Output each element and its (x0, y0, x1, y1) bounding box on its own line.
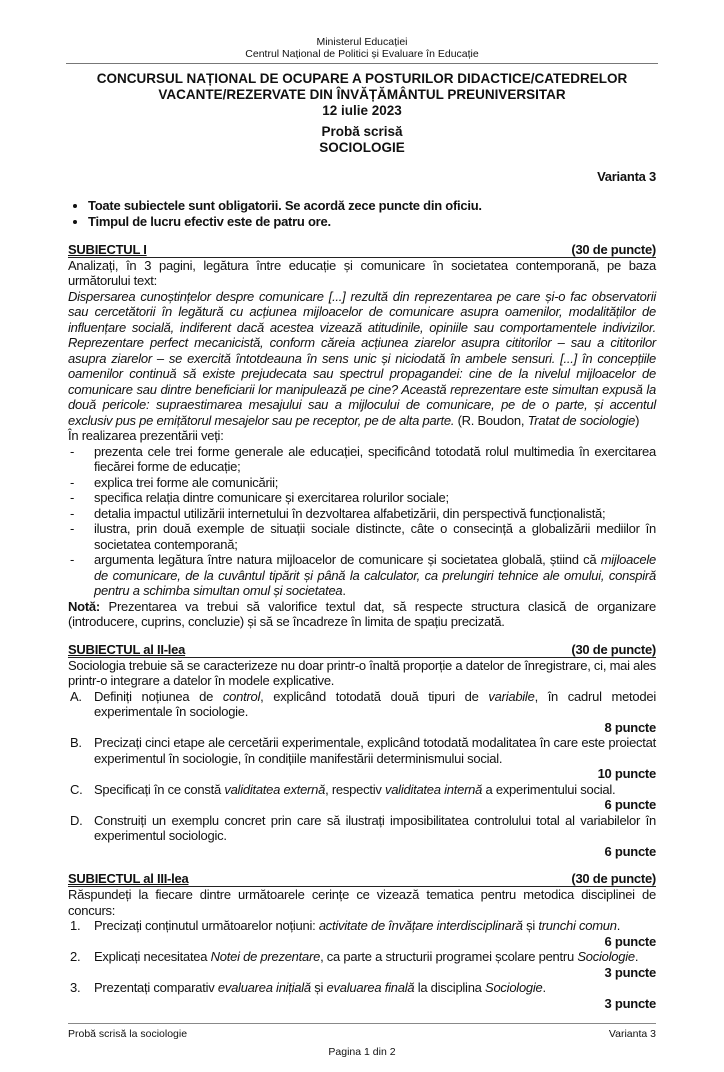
task-points: 10 puncte (597, 766, 656, 781)
task-text (94, 918, 656, 949)
text-segment: , explicând totodată două tipuri de (260, 688, 489, 704)
subject-3-heading (68, 871, 656, 887)
task-text (94, 949, 656, 980)
task-marker: A. (70, 688, 82, 704)
subject-1-note (68, 599, 656, 630)
text-segment: Tratat de sociologie (527, 412, 636, 428)
task-marker: C. (70, 781, 83, 797)
subject-2-tasks (68, 689, 656, 860)
exam-title (68, 71, 656, 119)
instruction-item: • Timpul de lucru efectiv este de patru ore. (88, 214, 656, 230)
task-text (94, 980, 656, 1011)
text-segment: specifica relația dintre comunicare și exercitarea rolurilor sociale; (94, 490, 449, 505)
task-body (94, 689, 656, 720)
exam-type: Probă scrisă (321, 124, 403, 139)
text-segment: evaluarea inițială (217, 980, 311, 995)
center-name: Centrul Național de Politici și Evaluare în Educație (245, 48, 479, 60)
text-segment: validitatea externă (224, 781, 326, 797)
text-segment: activitate de învățare interdisciplinară (318, 918, 523, 933)
text-segment: , respectiv (325, 781, 385, 797)
text-segment: variabile (488, 688, 535, 704)
dash-marker: - (70, 443, 75, 459)
subject-title: SUBIECTUL al III-lea (68, 871, 189, 886)
dash-marker: - (70, 505, 75, 521)
subject-title: SUBIECTUL al II-lea (68, 641, 186, 657)
page-number: Pagina 1 din 2 (328, 1046, 396, 1058)
text-segment: Prezentați comparativ (94, 980, 218, 995)
exam-page (68, 0, 656, 1011)
task-marker: 2. (70, 949, 81, 964)
task-marker: 3. (70, 980, 81, 995)
text-segment: Explicați necesitatea (94, 949, 211, 964)
title-line-1: CONCURSUL NAȚIONAL DE OCUPARE A POSTURILOR DIDACTICE/CATEDRELOR (96, 71, 628, 86)
subject-1-heading (68, 242, 656, 258)
instruction-item: • Toate subiectele sunt obligatorii. Se acordă zece puncte din oficiu. (88, 198, 656, 214)
task-item (68, 735, 656, 782)
footer-variant: Varianta 3 (608, 1028, 656, 1040)
requirement-text (94, 552, 656, 599)
task-body (94, 949, 638, 964)
task-item (68, 918, 656, 949)
text-segment: la disciplina (414, 980, 486, 995)
text-segment: Prezentarea va trebui să valorifice textul dat, să respecte structura clasică de organizare (introducere, cuprins, concluzie) și să se încadreze în limita de spațiu precizată. (68, 598, 656, 629)
subject-1-lead (68, 428, 656, 444)
text-segment: Precizați conținutul următoarelor noțiuni: (94, 918, 319, 933)
task-marker: D. (70, 812, 83, 828)
text-segment: Notă: (68, 598, 100, 614)
text-segment: Răspundeți la fiecare dintre următoarele cerințe ce vizează tematica pentru metodica disciplinei de concurs: (68, 887, 656, 918)
text-segment: validitatea internă (384, 781, 483, 797)
text-segment: Construiți un exemplu concret prin care să ilustrați imposibilitatea controlului total al variabilelor în experimentul sociologic. (94, 812, 656, 843)
text-segment: Specificați în ce constă (94, 781, 225, 797)
footer-exam-label: Probă scrisă la sociologie (68, 1028, 188, 1040)
text-segment: . (616, 918, 621, 933)
text-segment: Definiți noțiunea de (94, 688, 223, 704)
subject-points: (30 de puncte) (571, 641, 656, 657)
text-segment: evaluarea finală (326, 980, 415, 995)
task-points: 6 puncte (604, 797, 656, 812)
subject-1-intro (68, 258, 656, 289)
task-marker: B. (70, 735, 82, 750)
text-segment: Analizați, în 3 pagini, legătura între educație și comunicare în societatea contemporană, pe baza următorului text: (68, 257, 656, 288)
subject-points: (30 de puncte) (571, 871, 656, 886)
task-body (94, 735, 656, 766)
exam-subject: SOCIOLOGIE (319, 140, 405, 155)
requirement-item (68, 506, 656, 522)
variant-label: Varianta 3 (597, 169, 656, 184)
requirement-item (68, 444, 656, 475)
dash-marker: - (70, 474, 75, 490)
task-points: 6 puncte (604, 933, 656, 949)
task-marker: 1. (70, 918, 81, 933)
subject-3-intro (68, 887, 656, 918)
task-body (94, 782, 615, 797)
text-segment: ilustra, prin două exemple de situații sociale distincte, câte o consecință a globalizării mediilor în societatea contemporană; (94, 521, 656, 552)
text-segment: Dispersarea cunoștințelor despre comunicare [...] rezultă din reprezentarea pe care și-o fac observatorii sau cercetătorii în legătură cu acțiunea mijloacelor de comunicare asupra oamenilor, modalităților de influențare socială, indiferent dacă acestea vizează atitudinile, opiniile sau comportamentele indivizilor. Reprezentare perfect mecanicistă, conform căreia acțiunea ziarelor asupra cititorilor – sau a cititorilor asupra ziarelor – se exercită întotdeauna în sens unic și niciodată în ambele sensuri. [...] în concepțiile oamenilor continuă să existe prejudecata sau spectrul propagandei: cine de la nivelul mijloacelor de comunicare sau dintre beneficiarii lor manipulează pe cine? Această reprezentare este simultan expusă la două pericole: supraestimarea mesajului sau a mijlocului de comunicare, pe de o parte, și accentul exclusiv pus pe emițătorul mesajelor sau pe receptor, pe de alta parte. (68, 288, 656, 428)
text-segment: , în cadrul metodei experimentale în sociologie. (94, 688, 656, 719)
page-footer (68, 1023, 656, 1072)
ministry-name: Ministerul Educației (316, 36, 408, 48)
task-body (94, 813, 656, 844)
text-segment: ) (635, 412, 640, 428)
requirement-item (68, 475, 656, 491)
title-line-2: VACANTE/REZERVATE DIN ÎNVĂȚĂMÂNTUL PREUNIVERSITAR (158, 87, 566, 102)
requirement-text (94, 521, 656, 552)
task-text (94, 782, 656, 813)
text-segment: mijloacele de comunicare, de la cuvântul tipărit și până la calculator, ca prelungiri tehnice ale omului, conspiră pentru a schimba simultan omul și societatea (94, 552, 656, 598)
task-body (94, 918, 620, 933)
text-segment: a experimentului social. (482, 781, 616, 797)
subject-1-quote (68, 289, 656, 429)
text-segment: prezenta cele trei forme generale ale educației, specificând totodată rolul multimedia în exercitarea fiecărei forme de educație; (94, 443, 656, 474)
task-item (68, 782, 656, 813)
task-points: 8 puncte (604, 719, 656, 735)
requirement-item (68, 521, 656, 552)
task-points: 6 puncte (604, 843, 656, 859)
dash-marker: - (70, 521, 75, 536)
text-segment: control (222, 688, 261, 704)
text-segment: . (342, 583, 346, 598)
text-segment: explica trei forme ale comunicării; (94, 474, 279, 490)
text-segment: , ca parte a structurii programei școlare pentru (320, 949, 578, 964)
task-item (68, 689, 656, 736)
task-text (94, 735, 656, 782)
text-segment: (R. Boudon, (454, 412, 528, 428)
dash-marker: - (70, 552, 75, 567)
task-text (94, 813, 656, 860)
subject-title: SUBIECTUL I (68, 241, 147, 257)
text-segment: Sociologie (577, 949, 635, 964)
text-segment: Notei de prezentare (210, 949, 321, 964)
text-segment: Precizați cinci etape ale cercetării experimentale, explicând totodată modalitatea în care este proiectat experimentul în sociologie, în condițiile manifestării determinismului social. (94, 735, 656, 766)
text-segment: . (634, 949, 639, 964)
text-segment: În realizarea prezentării veți: (68, 428, 224, 443)
task-points: 3 puncte (604, 964, 656, 980)
exam-subtitle (68, 124, 656, 156)
text-segment: . (542, 980, 546, 995)
requirement-text (94, 490, 656, 506)
task-points: 3 puncte (604, 995, 656, 1011)
exam-date: 12 iulie 2023 (322, 103, 402, 118)
dash-marker: - (70, 490, 75, 505)
task-item (68, 980, 656, 1011)
subject-points: (30 de puncte) (571, 241, 656, 257)
page-header (68, 36, 656, 60)
text-segment: Sociologie (485, 980, 543, 995)
text-segment: argumenta legătura între natura mijloacelor de comunicare și societatea globală, știind că (94, 552, 601, 567)
instructions-list (68, 198, 656, 230)
subject-2-intro (68, 658, 656, 689)
text-segment: Sociologia trebuie să se caracterizeze nu doar printr-o înaltă proporție a datelor de înregistrare, ci, mai ales printr-o integrare a datelor în modele explicative. (68, 657, 656, 688)
subject-3-tasks (68, 918, 656, 1011)
text-segment: și (522, 918, 539, 933)
requirement-item (68, 552, 656, 599)
task-text (94, 689, 656, 736)
task-body (94, 980, 546, 995)
text-segment: detalia impactul utilizării internetului în dezvoltarea alfabetizării, din perspectivă funcționalistă; (94, 505, 606, 521)
task-item (68, 813, 656, 860)
requirement-text (94, 506, 656, 522)
subject-2-heading (68, 642, 656, 658)
requirement-item (68, 490, 656, 506)
subject-1-requirements (68, 444, 656, 599)
task-item (68, 949, 656, 980)
text-segment: și (310, 980, 327, 995)
text-segment: trunchi comun (538, 918, 617, 933)
header-divider (66, 63, 658, 64)
requirement-text (94, 444, 656, 475)
requirement-text (94, 475, 656, 491)
